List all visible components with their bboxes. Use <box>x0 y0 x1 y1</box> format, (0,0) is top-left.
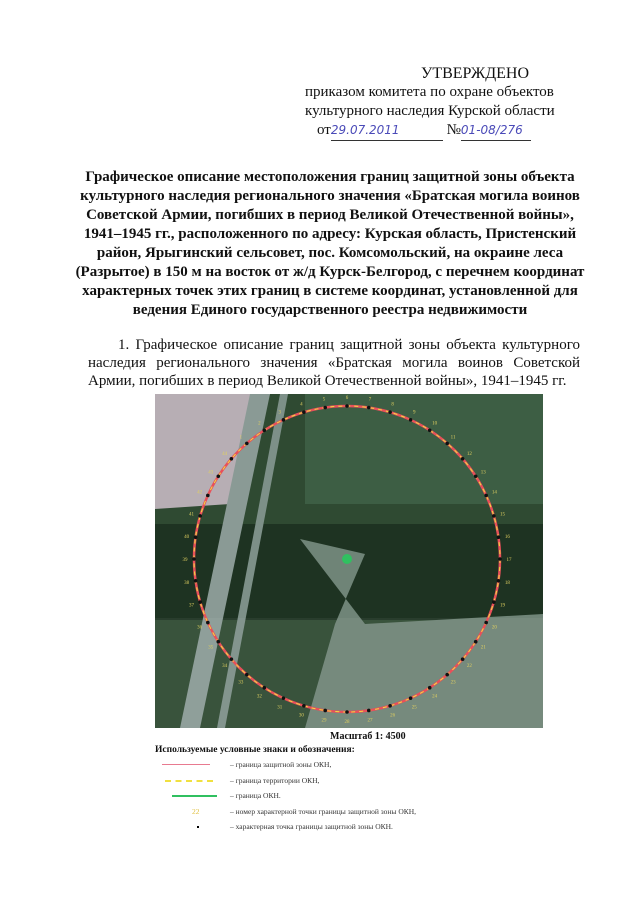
document-body <box>75 168 585 838</box>
point-number-label: 41 <box>189 512 195 518</box>
point-number-label: 1 <box>239 435 243 441</box>
boundary-point <box>474 474 478 478</box>
boundary-point <box>445 673 449 677</box>
point-number-label: 23 <box>450 680 456 686</box>
point-number-label: 14 <box>491 490 497 496</box>
boundary-point <box>245 442 249 446</box>
legend-item-territory: – граница территории ОКН, <box>150 776 585 792</box>
boundary-point <box>498 557 502 561</box>
point-number-label: 5 <box>322 397 326 403</box>
boundary-point <box>206 494 210 498</box>
boundary-point <box>461 657 465 661</box>
point-number-label: 42 <box>197 490 203 496</box>
boundary-point <box>282 418 286 422</box>
point-number-label: 6 <box>345 396 349 401</box>
boundary-point <box>323 709 327 713</box>
point-number-label: 24 <box>432 694 438 700</box>
point-number-label: 37 <box>189 603 195 609</box>
boundary-point <box>492 514 496 518</box>
point-number-label: 8 <box>391 402 394 408</box>
approval-number: 01-08/276 <box>461 121 531 141</box>
point-number-label: 38 <box>184 581 190 587</box>
boundary-point <box>198 600 202 604</box>
boundary-point <box>484 494 488 498</box>
point-number-label: 29 <box>321 718 327 724</box>
point-number-label: 44 <box>222 451 228 457</box>
boundary-point <box>492 600 496 604</box>
approval-line-2: культурного наследия Курской области <box>305 103 555 119</box>
boundary-point <box>445 442 449 446</box>
approval-heading: УТВЕРЖДЕНО <box>420 65 529 82</box>
boundary-point <box>461 457 465 461</box>
boundary-point <box>216 474 220 478</box>
point-number-label: 11 <box>450 435 456 441</box>
boundary-point <box>345 710 349 714</box>
point-number-label: 34 <box>222 664 228 670</box>
point-number-label: 19 <box>499 603 505 609</box>
point-number-label: 4 <box>300 402 303 408</box>
point-number-label: 30 <box>298 713 304 719</box>
boundary-point <box>302 410 306 414</box>
boundary-point <box>194 579 198 583</box>
approval-line-1: приказом комитета по охране объектов <box>305 84 554 100</box>
boundary-point <box>484 621 488 625</box>
point-number-label: 31 <box>277 705 283 711</box>
document-title: Графическое описание местоположения границ защитной зоны объекта культурного наследия регионального значения «Братская могила воинов Советской Армии, погибших в период Великой Отечественной войны», 1941–1945 гг., расположенного по адресу: Курская область, Пристенский район, Ярыгинский сельсовет, пос. Комсомольский, на окраине леса (Разрытое) в 150 м на восток от ж/д Курск-Белгород, с перечнем координат характерных точек этих границ в системе координат, установленной для ведения Единого государственного реестра недвижимости <box>75 169 585 318</box>
point-number-label: 36 <box>197 625 203 631</box>
point-number-label: 7 <box>368 397 372 403</box>
legend-item-zone: – граница защитной зоны ОКН, <box>150 760 585 776</box>
boundary-point <box>345 404 349 408</box>
legend-item-okn: – граница ОКН. <box>150 791 585 807</box>
point-number-label: 33 <box>238 680 244 686</box>
pink-line-icon <box>162 764 210 765</box>
legend-heading: Используемые условные знаки и обозначения: <box>155 745 355 755</box>
boundary-point <box>302 704 306 708</box>
point-number-label: 13 <box>480 470 486 476</box>
approval-date: 29.07.2011 <box>331 121 443 141</box>
monument-marker <box>342 554 352 564</box>
boundary-point <box>262 686 266 690</box>
point-number-label: 20 <box>491 625 497 631</box>
point-number-label: 27 <box>367 718 373 724</box>
boundary-map <box>155 394 543 728</box>
boundary-point <box>198 514 202 518</box>
legend-item-number: 22 – номер характерной точки границы защитной зоны ОКН, <box>192 806 417 816</box>
point-number-label: 25 <box>411 705 417 711</box>
boundary-point <box>367 406 371 410</box>
dot-icon <box>197 826 199 828</box>
yellow-dash-icon <box>165 780 213 782</box>
point-number-sample: 22 <box>192 806 200 816</box>
boundary-point <box>282 696 286 700</box>
point-number-label: 15 <box>499 512 505 518</box>
boundary-point <box>428 428 432 432</box>
point-number-label: 26 <box>390 713 396 719</box>
number-label: № <box>446 122 461 138</box>
point-number-label: 18 <box>504 581 510 587</box>
point-number-label: 3 <box>278 410 281 416</box>
point-number-label: 35 <box>208 645 214 651</box>
green-line-icon <box>172 795 217 797</box>
from-label: от <box>317 122 331 138</box>
point-number-label: 9 <box>413 410 416 416</box>
map-scale: Масштаб 1: 4500 <box>330 731 406 742</box>
boundary-point <box>409 696 413 700</box>
point-number-label: 17 <box>506 558 512 563</box>
boundary-point <box>497 579 501 583</box>
boundary-point <box>230 657 234 661</box>
approval-stamp <box>305 64 605 141</box>
point-number-label: 12 <box>466 451 472 457</box>
legend-item-dot: – характерная точка границы защитной зоны ОКН. <box>150 822 585 838</box>
boundary-point <box>245 673 249 677</box>
point-number-label: 32 <box>256 694 262 700</box>
boundary-point <box>262 428 266 432</box>
point-number-label: 2 <box>258 421 261 427</box>
point-number-label: 16 <box>504 534 510 540</box>
boundary-point <box>474 640 478 644</box>
point-number-label: 43 <box>208 470 214 476</box>
boundary-point <box>497 535 501 539</box>
point-number-label: 22 <box>466 664 472 670</box>
boundary-point <box>409 418 413 422</box>
point-number-label: 28 <box>344 720 350 725</box>
boundary-point <box>192 557 196 561</box>
boundary-point <box>206 621 210 625</box>
field-north <box>305 394 543 504</box>
point-number-label: 39 <box>182 558 188 563</box>
boundary-point <box>194 535 198 539</box>
point-number-label: 10 <box>432 421 438 427</box>
boundary-point <box>388 704 392 708</box>
section-1-text: 1. Графическое описание границ защитной зоны объекта культурного наследия регионального значения «Братская могила воинов Советской Армии, погибших в период Великой Отечественной войны», 1941–1945 гг. <box>88 337 580 389</box>
boundary-point <box>388 410 392 414</box>
boundary-point <box>323 406 327 410</box>
boundary-point <box>428 686 432 690</box>
point-number-label: 21 <box>480 645 486 651</box>
boundary-point <box>367 709 371 713</box>
boundary-point <box>216 640 220 644</box>
point-number-label: 40 <box>184 534 190 540</box>
boundary-point <box>230 457 234 461</box>
